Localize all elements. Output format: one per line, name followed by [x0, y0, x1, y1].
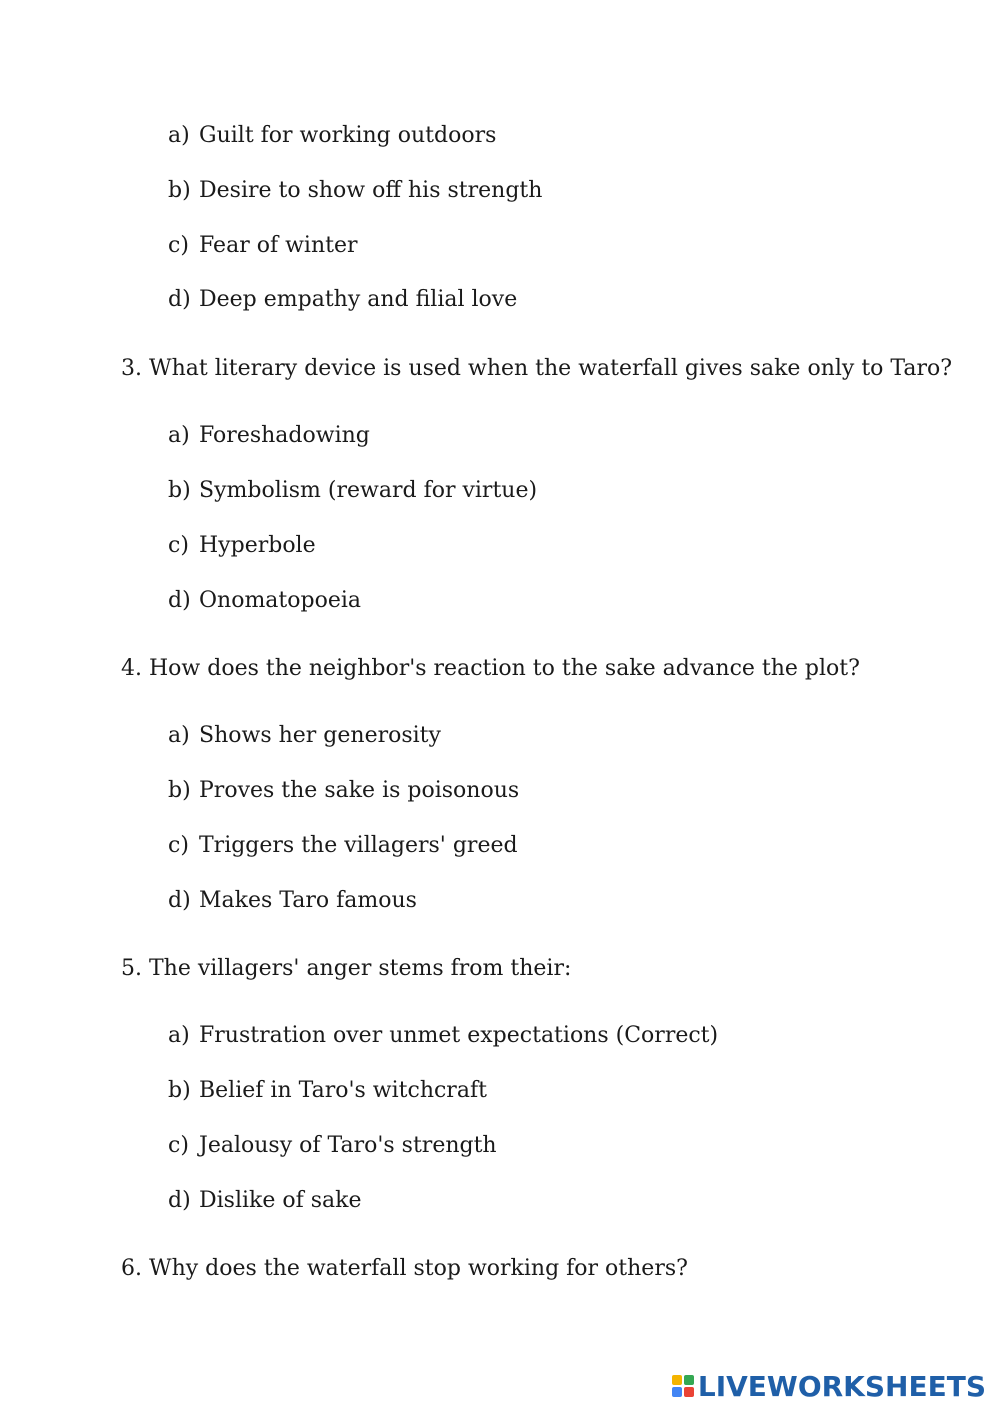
question-6: 6. Why does the waterfall stop working for others? [121, 1256, 688, 1281]
option-letter: b) [168, 1078, 191, 1103]
option-q2-b [168, 177, 542, 205]
option-letter: a) [168, 1023, 190, 1048]
logo-square-green [684, 1375, 694, 1385]
option-text: Triggers the villagers' greed [199, 833, 518, 858]
option-q4-a [168, 722, 441, 750]
option-letter: b) [168, 178, 191, 203]
option-text: Belief in Taro's witchcraft [199, 1078, 487, 1103]
option-text: Deep empathy and filial love [199, 287, 518, 312]
option-text: Jealousy of Taro's strength [199, 1133, 497, 1158]
option-letter: d) [168, 888, 191, 913]
option-q3-b [168, 477, 537, 505]
option-q5-b [168, 1077, 487, 1105]
option-letter: a) [168, 123, 190, 148]
question-3: 3. What literary device is used when the waterfall gives sake only to Taro? [121, 356, 953, 381]
option-letter: a) [168, 723, 190, 748]
logo-text: LIVEWORKSHEETS [697, 1369, 986, 1403]
option-letter: d) [168, 287, 191, 312]
option-text: Proves the sake is poisonous [199, 778, 520, 803]
option-text: Dislike of sake [199, 1188, 362, 1213]
option-q4-d [168, 887, 417, 915]
option-text: Frustration over unmet expectations (Correct) [199, 1023, 719, 1048]
question-4: 4. How does the neighbor's reaction to the sake advance the plot? [121, 656, 860, 681]
option-letter: b) [168, 478, 191, 503]
liveworksheets-logo[interactable] [672, 1370, 986, 1402]
option-q5-c [168, 1132, 497, 1160]
option-q2-c [168, 232, 358, 260]
logo-square-red [684, 1387, 694, 1397]
option-letter: c) [168, 1133, 189, 1158]
option-letter: c) [168, 833, 189, 858]
option-letter: c) [168, 233, 189, 258]
option-letter: b) [168, 778, 191, 803]
option-letter: d) [168, 588, 191, 613]
option-q4-c [168, 832, 518, 860]
option-q3-a [168, 422, 370, 450]
option-letter: d) [168, 1188, 191, 1213]
liveworksheets-logo-icon [672, 1375, 694, 1397]
option-text: Symbolism (reward for virtue) [199, 478, 538, 503]
option-text: Makes Taro famous [199, 888, 417, 913]
option-q2-d [168, 286, 517, 314]
option-text: Hyperbole [199, 533, 316, 558]
option-text: Shows her generosity [199, 723, 441, 748]
logo-square-blue [672, 1387, 682, 1397]
option-q4-b [168, 777, 519, 805]
option-q2-a [168, 122, 496, 150]
option-q5-d [168, 1187, 362, 1215]
option-text: Fear of winter [199, 233, 358, 258]
option-text: Desire to show off his strength [199, 178, 543, 203]
option-letter: a) [168, 423, 190, 448]
option-q3-c [168, 532, 316, 560]
logo-square-yellow [672, 1375, 682, 1385]
option-letter: c) [168, 533, 189, 558]
option-text: Onomatopoeia [199, 588, 362, 613]
option-q5-a [168, 1022, 718, 1050]
option-text: Foreshadowing [199, 423, 370, 448]
option-text: Guilt for working outdoors [199, 123, 497, 148]
option-q3-d [168, 587, 361, 615]
question-5: 5. The villagers' anger stems from their: [121, 956, 572, 981]
